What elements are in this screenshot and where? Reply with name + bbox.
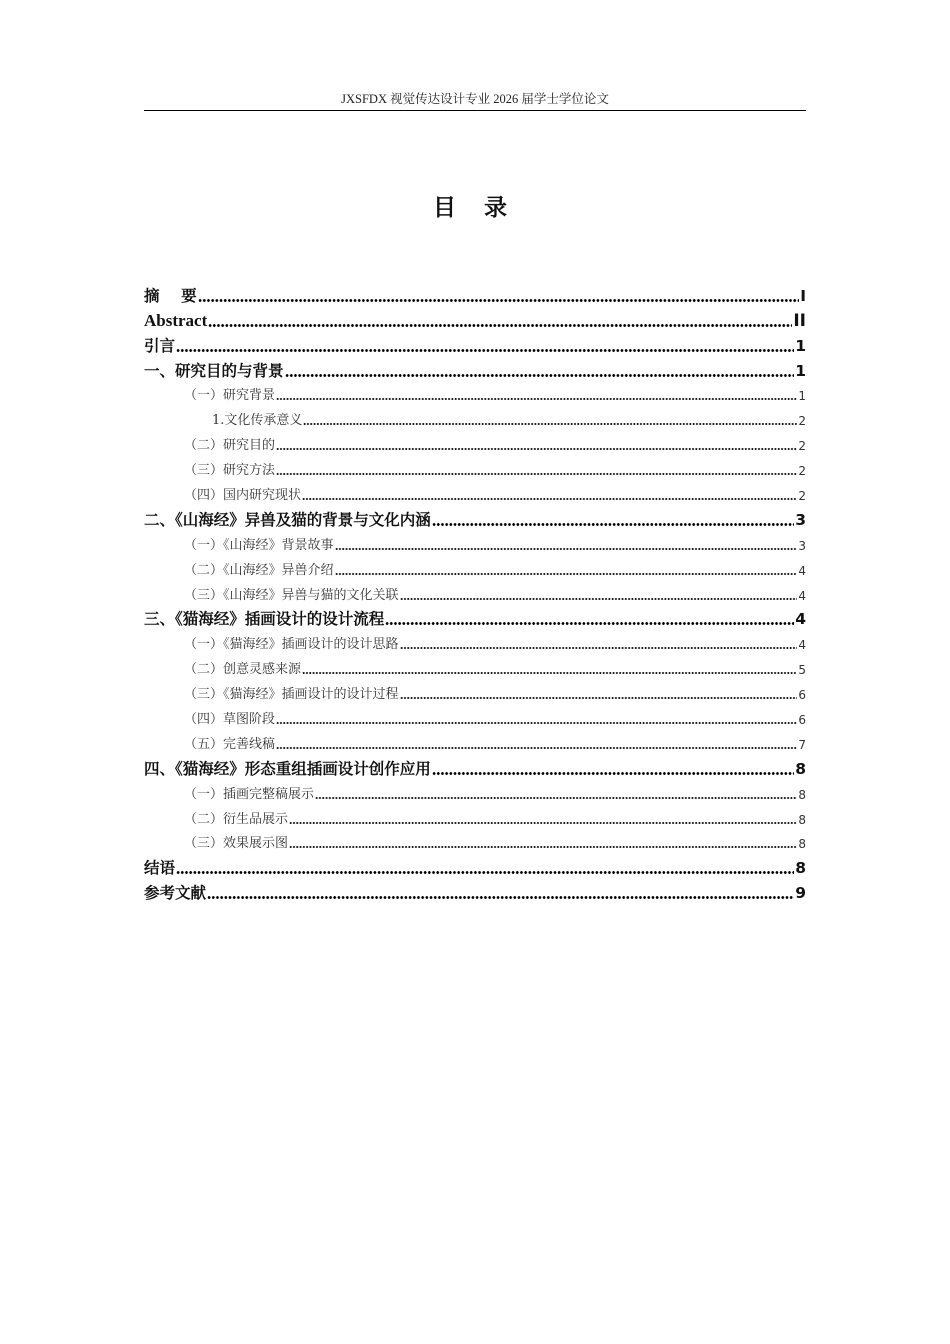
toc-entry-text: 1.文化传承意义	[212, 413, 303, 429]
toc-entry-text: （三）《猫海经》插画设计的设计过程	[184, 687, 399, 703]
page-header: JXSFDX 视觉传达设计专业 2026 届学士学位论文	[144, 90, 806, 111]
toc-entry[interactable]	[144, 306, 806, 331]
toc-entry-text: （三）研究方法	[184, 463, 276, 479]
toc-entry[interactable]	[144, 530, 806, 555]
toc-dot-leader	[176, 870, 794, 875]
toc-page-number: 8	[798, 812, 806, 827]
toc-page-number: 1	[798, 389, 806, 404]
toc-dot-leader	[276, 746, 797, 750]
toc-page-number: 8	[798, 787, 806, 802]
toc-entry-text: （二）研究目的	[184, 438, 276, 454]
toc-page-number: 8	[795, 759, 806, 778]
toc-entry-text: （二）衍生品展示	[184, 811, 289, 827]
toc-page-number: 9	[795, 884, 806, 903]
toc-entry-text: 引言	[144, 336, 176, 355]
toc-entry[interactable]	[144, 480, 806, 505]
toc-page-number: 1	[795, 361, 806, 380]
toc-entry[interactable]	[144, 654, 806, 679]
toc-entry[interactable]	[144, 505, 806, 530]
toc-entry-text: 三、《猫海经》插画设计的设计流程	[144, 610, 385, 629]
toc-dot-leader	[303, 422, 797, 426]
toc-page-number: 2	[798, 439, 806, 454]
table-of-contents	[144, 281, 806, 903]
toc-dot-leader	[400, 646, 798, 650]
toc-dot-leader	[432, 771, 794, 776]
toc-dot-leader	[400, 696, 798, 700]
toc-dot-leader	[335, 572, 798, 576]
toc-entry-text: （一）《猫海经》插画设计的设计思路	[184, 637, 399, 653]
toc-page-number: 2	[798, 489, 806, 504]
toc-entry[interactable]	[144, 829, 806, 854]
toc-entry[interactable]	[144, 729, 806, 754]
toc-entry-text: 参考文献	[144, 884, 207, 903]
toc-entry[interactable]	[144, 804, 806, 829]
toc-entry[interactable]	[144, 853, 806, 878]
toc-entry[interactable]	[144, 878, 806, 903]
toc-entry-text: （四）草图阶段	[184, 712, 276, 728]
toc-dot-leader	[385, 621, 794, 626]
toc-page-number: 1	[795, 336, 806, 355]
toc-page-number: 7	[798, 737, 806, 752]
toc-dot-leader	[289, 821, 797, 825]
toc-entry[interactable]	[144, 679, 806, 704]
toc-entry[interactable]	[144, 754, 806, 779]
toc-entry[interactable]	[144, 704, 806, 729]
toc-page-number: 3	[795, 510, 806, 529]
toc-page-number: 4	[798, 638, 806, 653]
toc-entry[interactable]	[144, 455, 806, 480]
toc-dot-leader	[302, 497, 797, 501]
toc-page-number: 4	[798, 588, 806, 603]
toc-dot-leader	[335, 547, 798, 551]
toc-entry[interactable]	[144, 629, 806, 654]
toc-dot-leader	[315, 796, 797, 800]
toc-dot-leader	[207, 895, 794, 900]
toc-entry[interactable]	[144, 405, 806, 430]
toc-dot-leader	[276, 447, 797, 451]
toc-page-number: 3	[798, 538, 806, 553]
toc-dot-leader	[208, 323, 792, 328]
toc-entry-text: 结语	[144, 859, 176, 878]
toc-page-number: 8	[795, 859, 806, 878]
toc-entry[interactable]	[144, 331, 806, 356]
toc-entry-text: （一）研究背景	[184, 388, 276, 404]
toc-page-number: 8	[798, 837, 806, 852]
toc-page-number: 2	[798, 414, 806, 429]
toc-page-number: 4	[795, 610, 806, 629]
toc-dot-leader	[276, 472, 797, 476]
toc-entry-text: （二）《山海经》异兽介绍	[184, 562, 334, 578]
toc-title: 目 录	[432, 195, 517, 221]
toc-entry-text: （四）国内研究现状	[184, 488, 302, 504]
toc-dot-leader	[302, 671, 797, 675]
toc-page-number: 2	[798, 464, 806, 479]
toc-entry-text: Abstract	[144, 310, 208, 330]
toc-entry-text: （五）完善线稿	[184, 736, 276, 752]
toc-page-number: 5	[798, 663, 806, 678]
toc-entry[interactable]	[144, 555, 806, 580]
toc-entry-text: 四、《猫海经》形态重组插画设计创作应用	[144, 759, 431, 778]
toc-entry[interactable]	[144, 580, 806, 605]
toc-dot-leader	[285, 373, 795, 378]
toc-entry[interactable]	[144, 430, 806, 455]
toc-entry[interactable]	[144, 356, 806, 381]
toc-entry-text: 摘 要	[144, 286, 197, 305]
toc-page-number: II	[793, 310, 806, 331]
toc-entry-text: （一）《山海经》背景故事	[184, 537, 334, 553]
toc-dot-leader	[198, 298, 800, 303]
toc-entry[interactable]	[144, 281, 806, 306]
toc-entry-text: （一）插画完整稿展示	[184, 786, 315, 802]
toc-page-number: 6	[798, 713, 806, 728]
toc-page-number: 6	[798, 688, 806, 703]
toc-dot-leader	[276, 397, 797, 401]
toc-dot-leader	[400, 597, 798, 601]
toc-dot-leader	[432, 522, 794, 527]
toc-entry[interactable]	[144, 779, 806, 804]
toc-dot-leader	[276, 721, 797, 725]
toc-entry[interactable]	[144, 605, 806, 630]
toc-dot-leader	[289, 845, 797, 849]
toc-page-number: I	[800, 286, 806, 305]
toc-entry-text: （二）创意灵感来源	[184, 662, 302, 678]
toc-page-number: 4	[798, 563, 806, 578]
toc-entry[interactable]	[144, 381, 806, 406]
toc-entry-text: （三）效果展示图	[184, 836, 289, 852]
toc-entry-text: 一、研究目的与背景	[144, 361, 284, 380]
toc-dot-leader	[176, 348, 794, 353]
toc-entry-text: （三）《山海经》异兽与猫的文化关联	[184, 587, 399, 603]
toc-entry-text: 二、《山海经》异兽及猫的背景与文化内涵	[144, 510, 431, 529]
